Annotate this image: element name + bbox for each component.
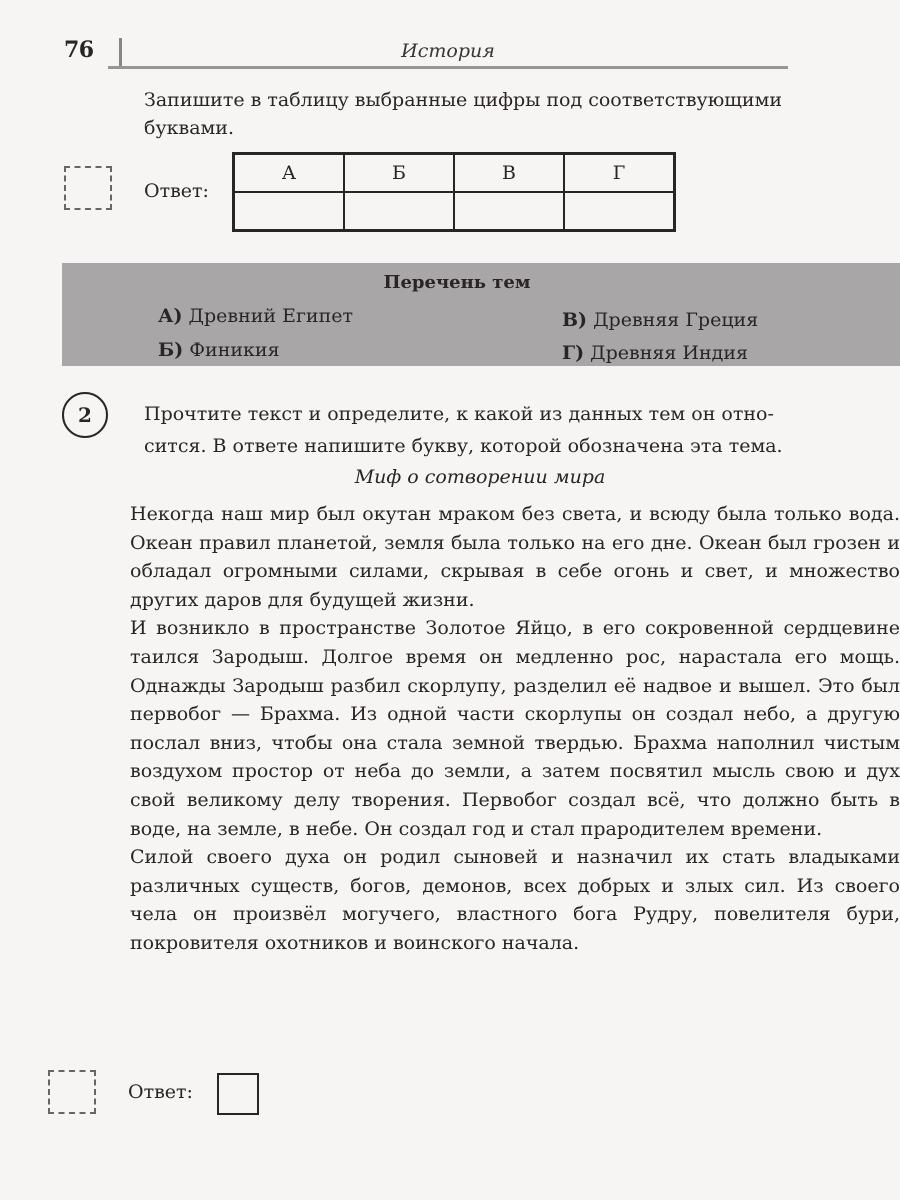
topic-item <box>562 309 758 331</box>
topic-letter: А) <box>158 305 183 327</box>
text-title: Миф о сотворении мира <box>354 466 606 488</box>
answer-table-header-v: В <box>454 154 564 193</box>
task1-instruction <box>144 86 900 142</box>
task2-prompt <box>144 398 900 462</box>
answer-label-task1: Ответ: <box>144 180 209 202</box>
header-rule <box>108 66 788 69</box>
answer-table <box>232 152 676 232</box>
topic-letter: Г) <box>562 342 585 364</box>
answer-table-header-a: А <box>234 154 345 193</box>
prompt-line: Прочтите текст и определите, к какой из данных тем он отно- <box>144 403 774 425</box>
source-text <box>130 500 900 958</box>
topic-label: Финикия <box>189 339 280 361</box>
topic-label: Древний Египет <box>188 305 354 327</box>
topic-item <box>562 342 748 364</box>
answer-table-header-b: Б <box>344 154 454 193</box>
topic-label: Древняя Греция <box>593 309 759 331</box>
topic-item <box>158 305 353 327</box>
topic-item <box>158 339 280 361</box>
answer-table-header-g: Г <box>564 154 675 193</box>
running-head-subject: История <box>401 40 495 62</box>
paragraph: Силой своего духа он родил сыновей и назначил их стать владыками различных существ, богов, демонов, всех добрых и злых сил. Из своего чела он произвёл могучего, властного бога Рудру, повелителя бури, покровителя охотников и воинского начала. <box>130 846 900 954</box>
topics-title: Перечень тем <box>383 272 531 293</box>
score-box-task1 <box>64 166 112 210</box>
answer-box-task2[interactable] <box>217 1073 259 1115</box>
topic-label: Древняя Индия <box>590 342 748 364</box>
answer-cell-a[interactable] <box>234 192 345 231</box>
topics-list-panel <box>62 263 900 366</box>
topic-letter: В) <box>562 309 588 331</box>
answer-label-task2: Ответ: <box>128 1081 193 1103</box>
paragraph: Некогда наш мир был окутан мраком без света, и всюду была только вода. Океан правил планетой, земля была только на его дне. Океан был грозен и обладал огромными силами, скрывая в себе огонь и свет, и множество других даров для будущей жизни. <box>130 503 900 611</box>
answer-cell-v[interactable] <box>454 192 564 231</box>
instruction-line: буквами. <box>144 117 234 139</box>
answer-cell-b[interactable] <box>344 192 454 231</box>
paragraph: И возникло в пространстве Золотое Яйцо, в его сокровенной сердцевине таился Зародыш. Долгое время он медленно рос, нарастала его мощь. Однажды Зародыш разбил скорлупу, разделил её надвое и вышел. Это был первобог — Брахма. Из одной части скорлупы он создал небо, а другую послал вниз, чтобы она стала земной твердью. Брахма наполнил чистым воздухом простор от неба до земли, а затем посвятил мысль свою и дух свой великому делу творения. Первобог создал всё, что должно быть в воде, на земле, в небе. Он создал год и стал прародителем времени. <box>130 617 900 840</box>
task-number-badge: 2 <box>62 392 108 438</box>
score-box-task2 <box>48 1070 96 1114</box>
instruction-line: Запишите в таблицу выбранные цифры под соответствующими <box>144 89 783 111</box>
answer-cell-g[interactable] <box>564 192 675 231</box>
prompt-line: сится. В ответе напишите букву, которой обозначена эта тема. <box>144 435 783 457</box>
topic-letter: Б) <box>158 339 184 361</box>
page-number: 76 <box>64 37 94 63</box>
